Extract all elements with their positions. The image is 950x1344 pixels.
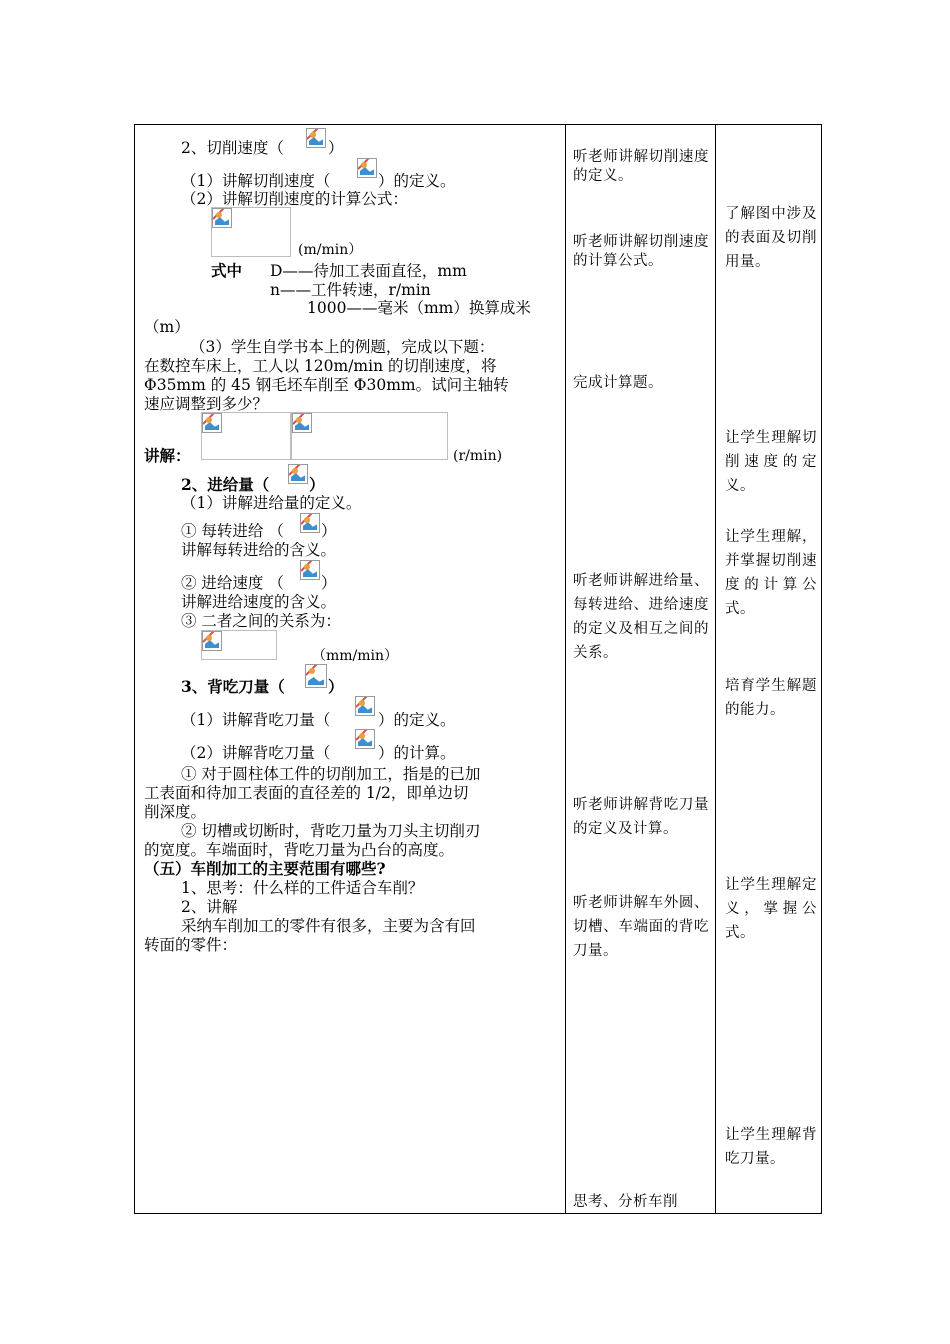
- activity-text: 听老师讲解车外圆、切槽、车端面的背吃刀量。: [573, 895, 709, 959]
- text-line: ）: [328, 139, 344, 157]
- unit-label: (r/min): [453, 448, 503, 464]
- text-line: 1000——毫米（mm）换算成米: [307, 299, 531, 317]
- unit-label: (m/min）: [298, 242, 363, 258]
- section-five-heading: （五）车削加工的主要范围有哪些?: [144, 859, 386, 878]
- activity-text: 思考、分析车削: [573, 1194, 678, 1210]
- text-line: 讲解进给速度的含义。: [181, 593, 337, 611]
- text-line: （m）: [144, 318, 190, 336]
- text-line: （1）讲解背吃刀量（: [181, 711, 331, 729]
- text-line: 1、思考：什么样的工件适合车削？: [181, 879, 424, 897]
- text-line: 速应调整到多少？: [144, 395, 269, 413]
- intent-text: 让学生理解切削速度的定义。: [725, 430, 817, 494]
- broken-image-icon: [202, 413, 222, 433]
- broken-image-icon: [300, 560, 320, 580]
- text-line: （2）讲解切削速度的计算公式：: [181, 190, 408, 208]
- text-line: ）的计算。: [378, 744, 456, 762]
- text-line: ）的定义。: [378, 172, 456, 190]
- broken-image-icon: [305, 664, 327, 688]
- text-line: ）: [321, 574, 337, 592]
- text-line: ）: [328, 677, 344, 696]
- text-line: 采纳车削加工的零件有很多，主要为含有回: [181, 917, 476, 935]
- text-line: （1）讲解进给量的定义。: [181, 494, 362, 512]
- text-line: D——待加工表面直径，mm: [270, 262, 467, 280]
- text-line: ）的定义。: [378, 711, 456, 729]
- text-line: 2、讲解: [181, 898, 238, 916]
- broken-image-icon: [288, 464, 308, 484]
- broken-image-icon: [357, 158, 377, 178]
- intent-text: 培育学生解题的能力。: [725, 678, 817, 718]
- text-line: n——工件转速，r/min: [270, 281, 431, 299]
- text-line: 转面的零件：: [144, 936, 238, 954]
- formula-image-placeholder: [291, 412, 448, 460]
- activity-text: 听老师讲解背吃刀量的定义及计算。: [573, 797, 709, 837]
- broken-image-icon: [292, 413, 312, 433]
- activity-text: 听老师讲解进给量、每转进给、进给速度的定义及相互之间的关系。: [573, 573, 709, 661]
- text-line: （1）讲解切削速度（: [181, 172, 331, 190]
- text-line: ③ 二者之间的关系为：: [181, 612, 341, 630]
- text-line: Φ35mm 的 45 钢毛坯车削至 Φ30mm。试问主轴转: [144, 376, 509, 394]
- column-divider: [565, 125, 566, 1213]
- intent-text: 让学生理解背吃刀量。: [725, 1127, 817, 1167]
- text-line: （2）讲解背吃刀量（: [181, 744, 331, 762]
- text-line: ② 切槽或切断时，背吃刀量为刀头主切削刃: [181, 822, 481, 840]
- text-line: ② 进给速度 （: [181, 574, 284, 592]
- intent-text: 让学生理解，并掌握切削速度的计算公式。: [725, 529, 817, 617]
- broken-image-icon: [300, 513, 320, 533]
- intent-text: 让学生理解定义，掌握公式。: [725, 877, 817, 941]
- text-line: 讲解：: [144, 446, 191, 465]
- text-line: ① 对于圆柱体工件的切削加工，指是的已加: [181, 765, 481, 783]
- cutting-speed-heading: 2、切削速度（: [181, 139, 284, 157]
- text-line: 讲解每转进给的含义。: [181, 541, 337, 559]
- text-line: （3）学生自学书本上的例题，完成以下题：: [190, 338, 495, 356]
- text-line: 工表面和待加工表面的直径差的 1/2，即单边切: [144, 784, 469, 802]
- unit-label: （mm/min）: [312, 648, 399, 664]
- text-line: 在数控车床上，工人以 120m/min 的切削速度，将: [144, 357, 497, 375]
- activity-text: 听老师讲解切削速度的定义。: [573, 149, 709, 184]
- text-line: ）: [321, 522, 337, 540]
- activity-text: 听老师讲解切削速度的计算公式。: [573, 234, 709, 269]
- text-line: ① 每转进给 （: [181, 522, 284, 540]
- broken-image-icon: [355, 729, 375, 749]
- text-line: ）: [309, 475, 325, 494]
- broken-image-icon: [202, 631, 222, 651]
- activity-text: 完成计算题。: [573, 375, 663, 391]
- intent-text: 了解图中涉及的表面及切削用量。: [725, 206, 817, 270]
- text-line: 式中: [211, 261, 243, 280]
- broken-image-icon: [306, 128, 326, 148]
- text-line: 削深度。: [144, 803, 207, 821]
- broken-image-icon: [355, 696, 375, 716]
- depth-of-cut-heading: 3、背吃刀量（: [181, 677, 285, 696]
- column-divider: [715, 125, 716, 1213]
- text-line: 的宽度。车端面时，背吃刀量为凸台的高度。: [144, 841, 455, 859]
- feed-heading: 2、进给量（: [181, 475, 270, 494]
- broken-image-icon: [212, 208, 232, 228]
- lesson-table: [134, 124, 822, 1214]
